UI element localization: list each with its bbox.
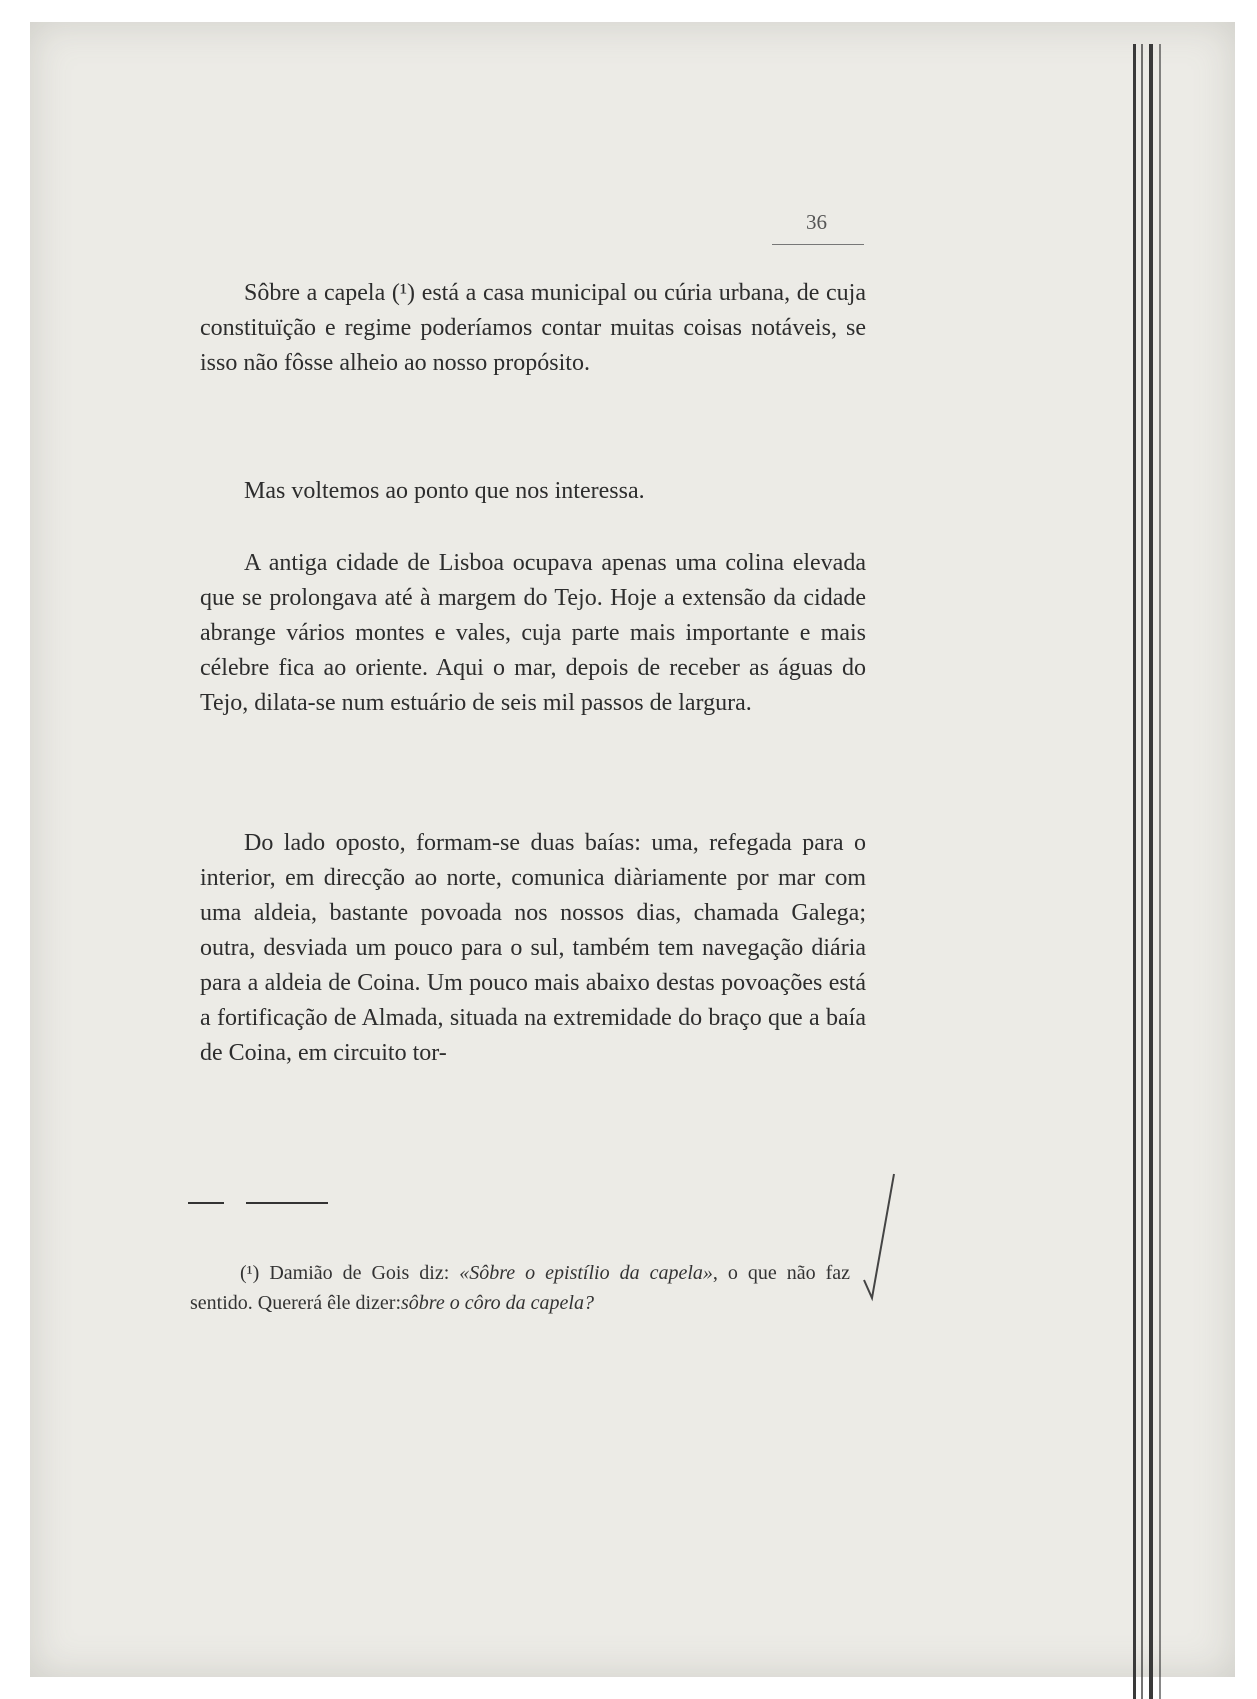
- footnote-quote: «Sôbre o epistílio da capela»: [459, 1262, 713, 1284]
- page-number-rule: [772, 244, 864, 245]
- footnote-middle: , o que não faz sentido. Quererá êle dizer:: [190, 1262, 851, 1314]
- page-number: 36: [806, 210, 827, 234]
- footnote-marker: (¹): [240, 1262, 260, 1284]
- footnote: [190, 1258, 850, 1318]
- footnote-separator-long: [246, 1202, 328, 1204]
- paragraph-1: Sôbre a capela (¹) está a casa municipal ou cúria urbana, de cuja constituïção e regime poderíamos contar muitas coisas notáveis, se isso não fôsse alheio ao nosso propósito.: [200, 280, 866, 376]
- binding-edge-shadow: [1129, 44, 1173, 1699]
- paragraph-2: Mas voltemos ao ponto que nos interessa.: [244, 478, 645, 504]
- paragraph-4: Do lado oposto, formam-se duas baías: uma, refegada para o interior, em direcção ao norte, comunica diàriamente por mar com uma aldeia, bastante povoada nos nossos dias, chamada Galega; outra, desviada um pouco para o sul, também tem navegação diária para a aldeia de Coina. Um pouco mais abaixo destas povoações está a fortificação de Almada, situada na extremidade do braço que a baía de Coina, em circuito tor-: [200, 830, 866, 1066]
- handwritten-check-mark-icon: [860, 1170, 900, 1310]
- footnote-lead: Damião de Gois diz:: [269, 1262, 450, 1284]
- paragraph-3: A antiga cidade de Lisboa ocupava apenas uma colina elevada que se prolongava até à margem do Tejo. Hoje a extensão da cidade abrange vários montes e vales, cuja parte mais importante e mais célebre fica ao oriente. Aqui o mar, depois de receber as águas do Tejo, dilata-se num estuário de seis mil passos de largura.: [200, 550, 866, 716]
- footnote-separator-short: [188, 1202, 224, 1204]
- footnote-question: sôbre o côro da capela?: [401, 1292, 594, 1314]
